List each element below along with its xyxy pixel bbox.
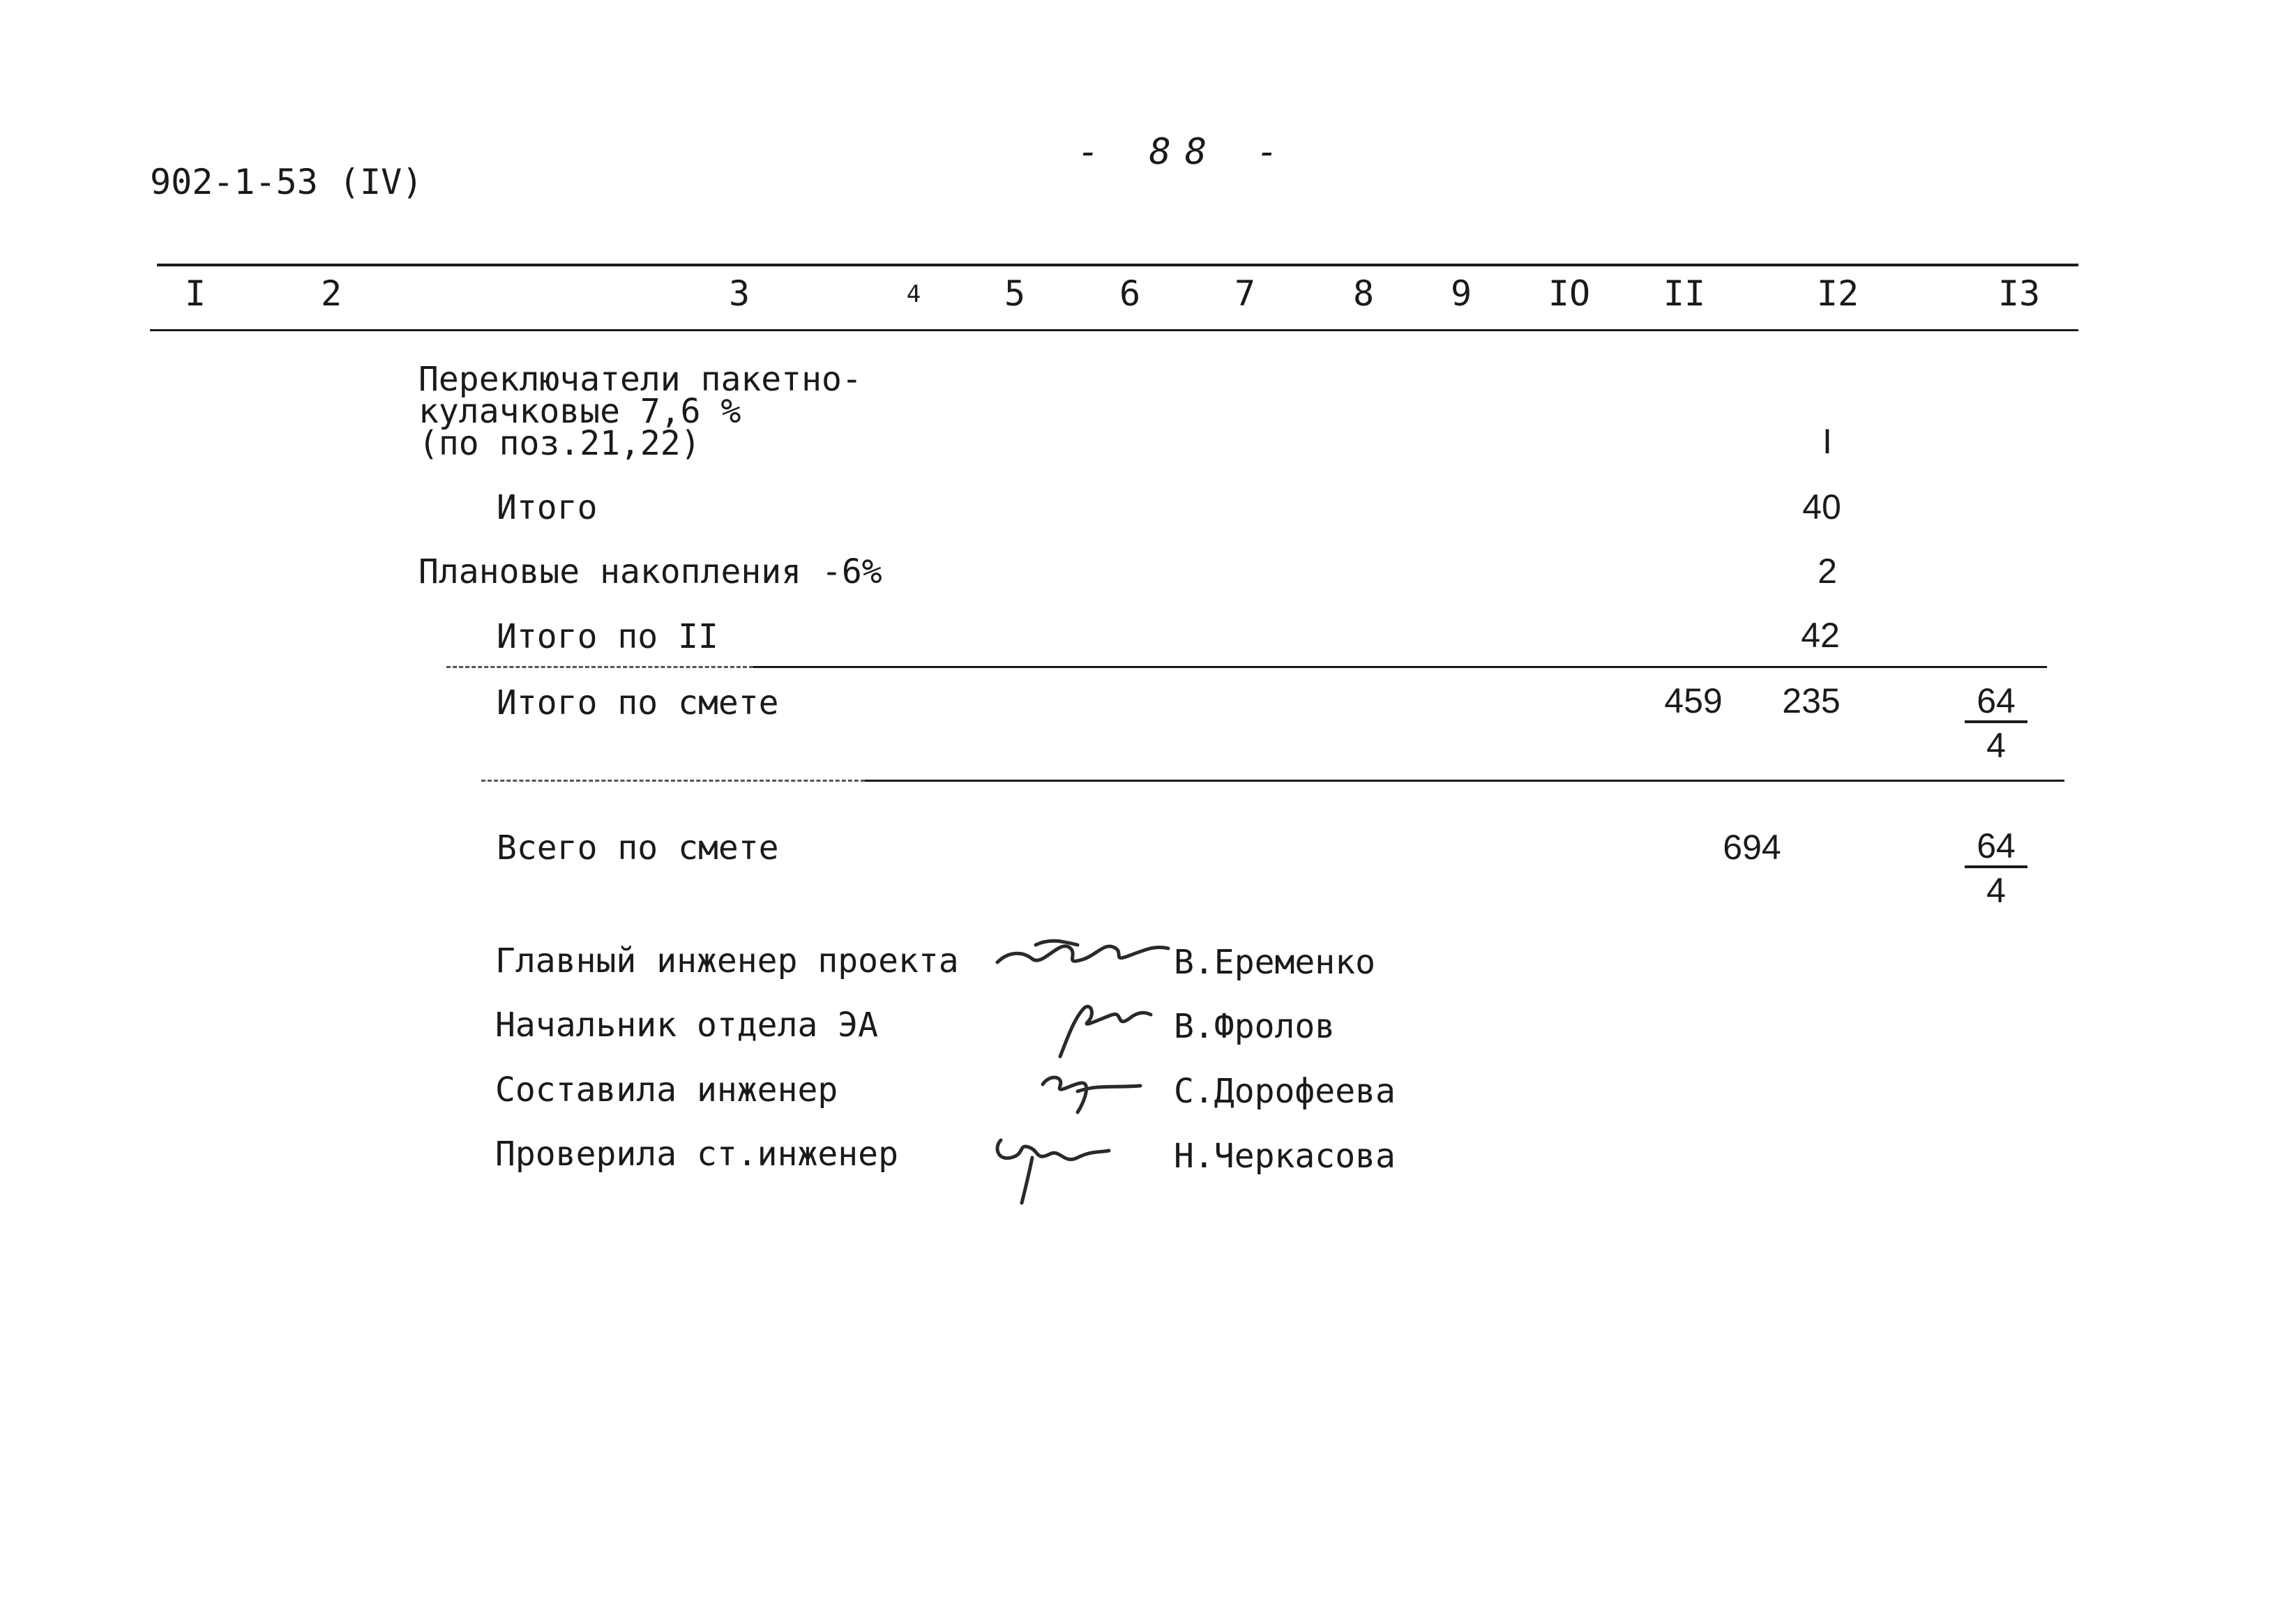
subtotal-label: Итого (497, 488, 598, 527)
estimate-total-rule-dashed (481, 780, 865, 782)
document-code: 902-1-53 (IV) (150, 162, 423, 202)
estimate-total-col11-value: 459 (1664, 681, 1723, 720)
column-header-8: 8 (1352, 273, 1375, 314)
signature-name-checked-by: Н.Черкасова (1174, 1137, 1396, 1176)
row-item-col12-value: I (1822, 422, 1832, 461)
fraction-denominator: 4 (1986, 871, 2006, 910)
signature-scribble-department-head (1046, 997, 1158, 1060)
fraction-denominator: 4 (1986, 726, 2006, 765)
column-header-2: 2 (320, 273, 342, 314)
column-header-4: 4 (906, 280, 921, 308)
signature-role-department-head: Начальник отдела ЭА (495, 1006, 879, 1045)
signature-role-chief-engineer: Главный инженер проекта (495, 941, 959, 980)
section-total-rule-dashed (446, 666, 753, 668)
column-header-13: I3 (1997, 273, 2041, 314)
column-header-11: II (1663, 273, 1706, 314)
signature-name-department-head: В.Фролов (1174, 1007, 1336, 1046)
page-number: - 88 - (1078, 131, 1292, 173)
signature-scribble-chief-engineer (994, 924, 1175, 980)
signature-name-compiled-by: С.Дорофеева (1174, 1072, 1396, 1111)
section-total-rule (753, 666, 2047, 668)
section-total-label: Итого по II (497, 617, 718, 656)
signature-scribble-checked-by (987, 1126, 1119, 1206)
signature-role-compiled-by: Составила инженер (495, 1070, 838, 1109)
estimate-total-col13-fraction (1965, 682, 2027, 768)
column-header-6: 6 (1119, 273, 1141, 314)
subtotal-col12-value: 40 (1802, 487, 1841, 527)
estimate-total-rule (865, 780, 2064, 782)
planned-accumulation-col12-value: 2 (1818, 552, 1837, 591)
header-top-rule (157, 264, 2078, 266)
estimate-total-label: Итого по смете (497, 683, 779, 722)
grand-total-label: Всего по смете (497, 828, 779, 868)
column-header-3: 3 (728, 273, 750, 314)
signature-role-checked-by: Проверила ст.инженер (495, 1135, 898, 1174)
column-header-9: 9 (1450, 273, 1472, 314)
fraction-numerator: 64 (1965, 827, 2027, 868)
column-header-12: I2 (1816, 273, 1859, 314)
column-header-1: I (184, 273, 206, 314)
fraction-numerator: 64 (1965, 682, 2027, 723)
estimate-total-col12-value: 235 (1782, 681, 1841, 720)
row-item-text-line-2: кулачковые 7,6 % (418, 392, 741, 431)
planned-accumulation-label: Плановые накопления -6% (418, 552, 882, 591)
column-header-7: 7 (1234, 273, 1256, 314)
section-total-col12-value: 42 (1801, 616, 1840, 655)
row-item-text-line-3: (по поз.21,22) (418, 424, 701, 463)
header-bottom-rule (150, 329, 2078, 331)
grand-total-col13-fraction (1965, 827, 2027, 914)
column-header-10: IO (1548, 273, 1591, 314)
signature-scribble-compiled-by (1036, 1063, 1147, 1116)
column-header-5: 5 (1004, 273, 1026, 314)
row-item-text-line-1: Переключатели пакетно- (418, 360, 862, 399)
grand-total-value: 694 (1723, 828, 1781, 867)
signature-name-chief-engineer: В.Еременко (1174, 943, 1375, 982)
